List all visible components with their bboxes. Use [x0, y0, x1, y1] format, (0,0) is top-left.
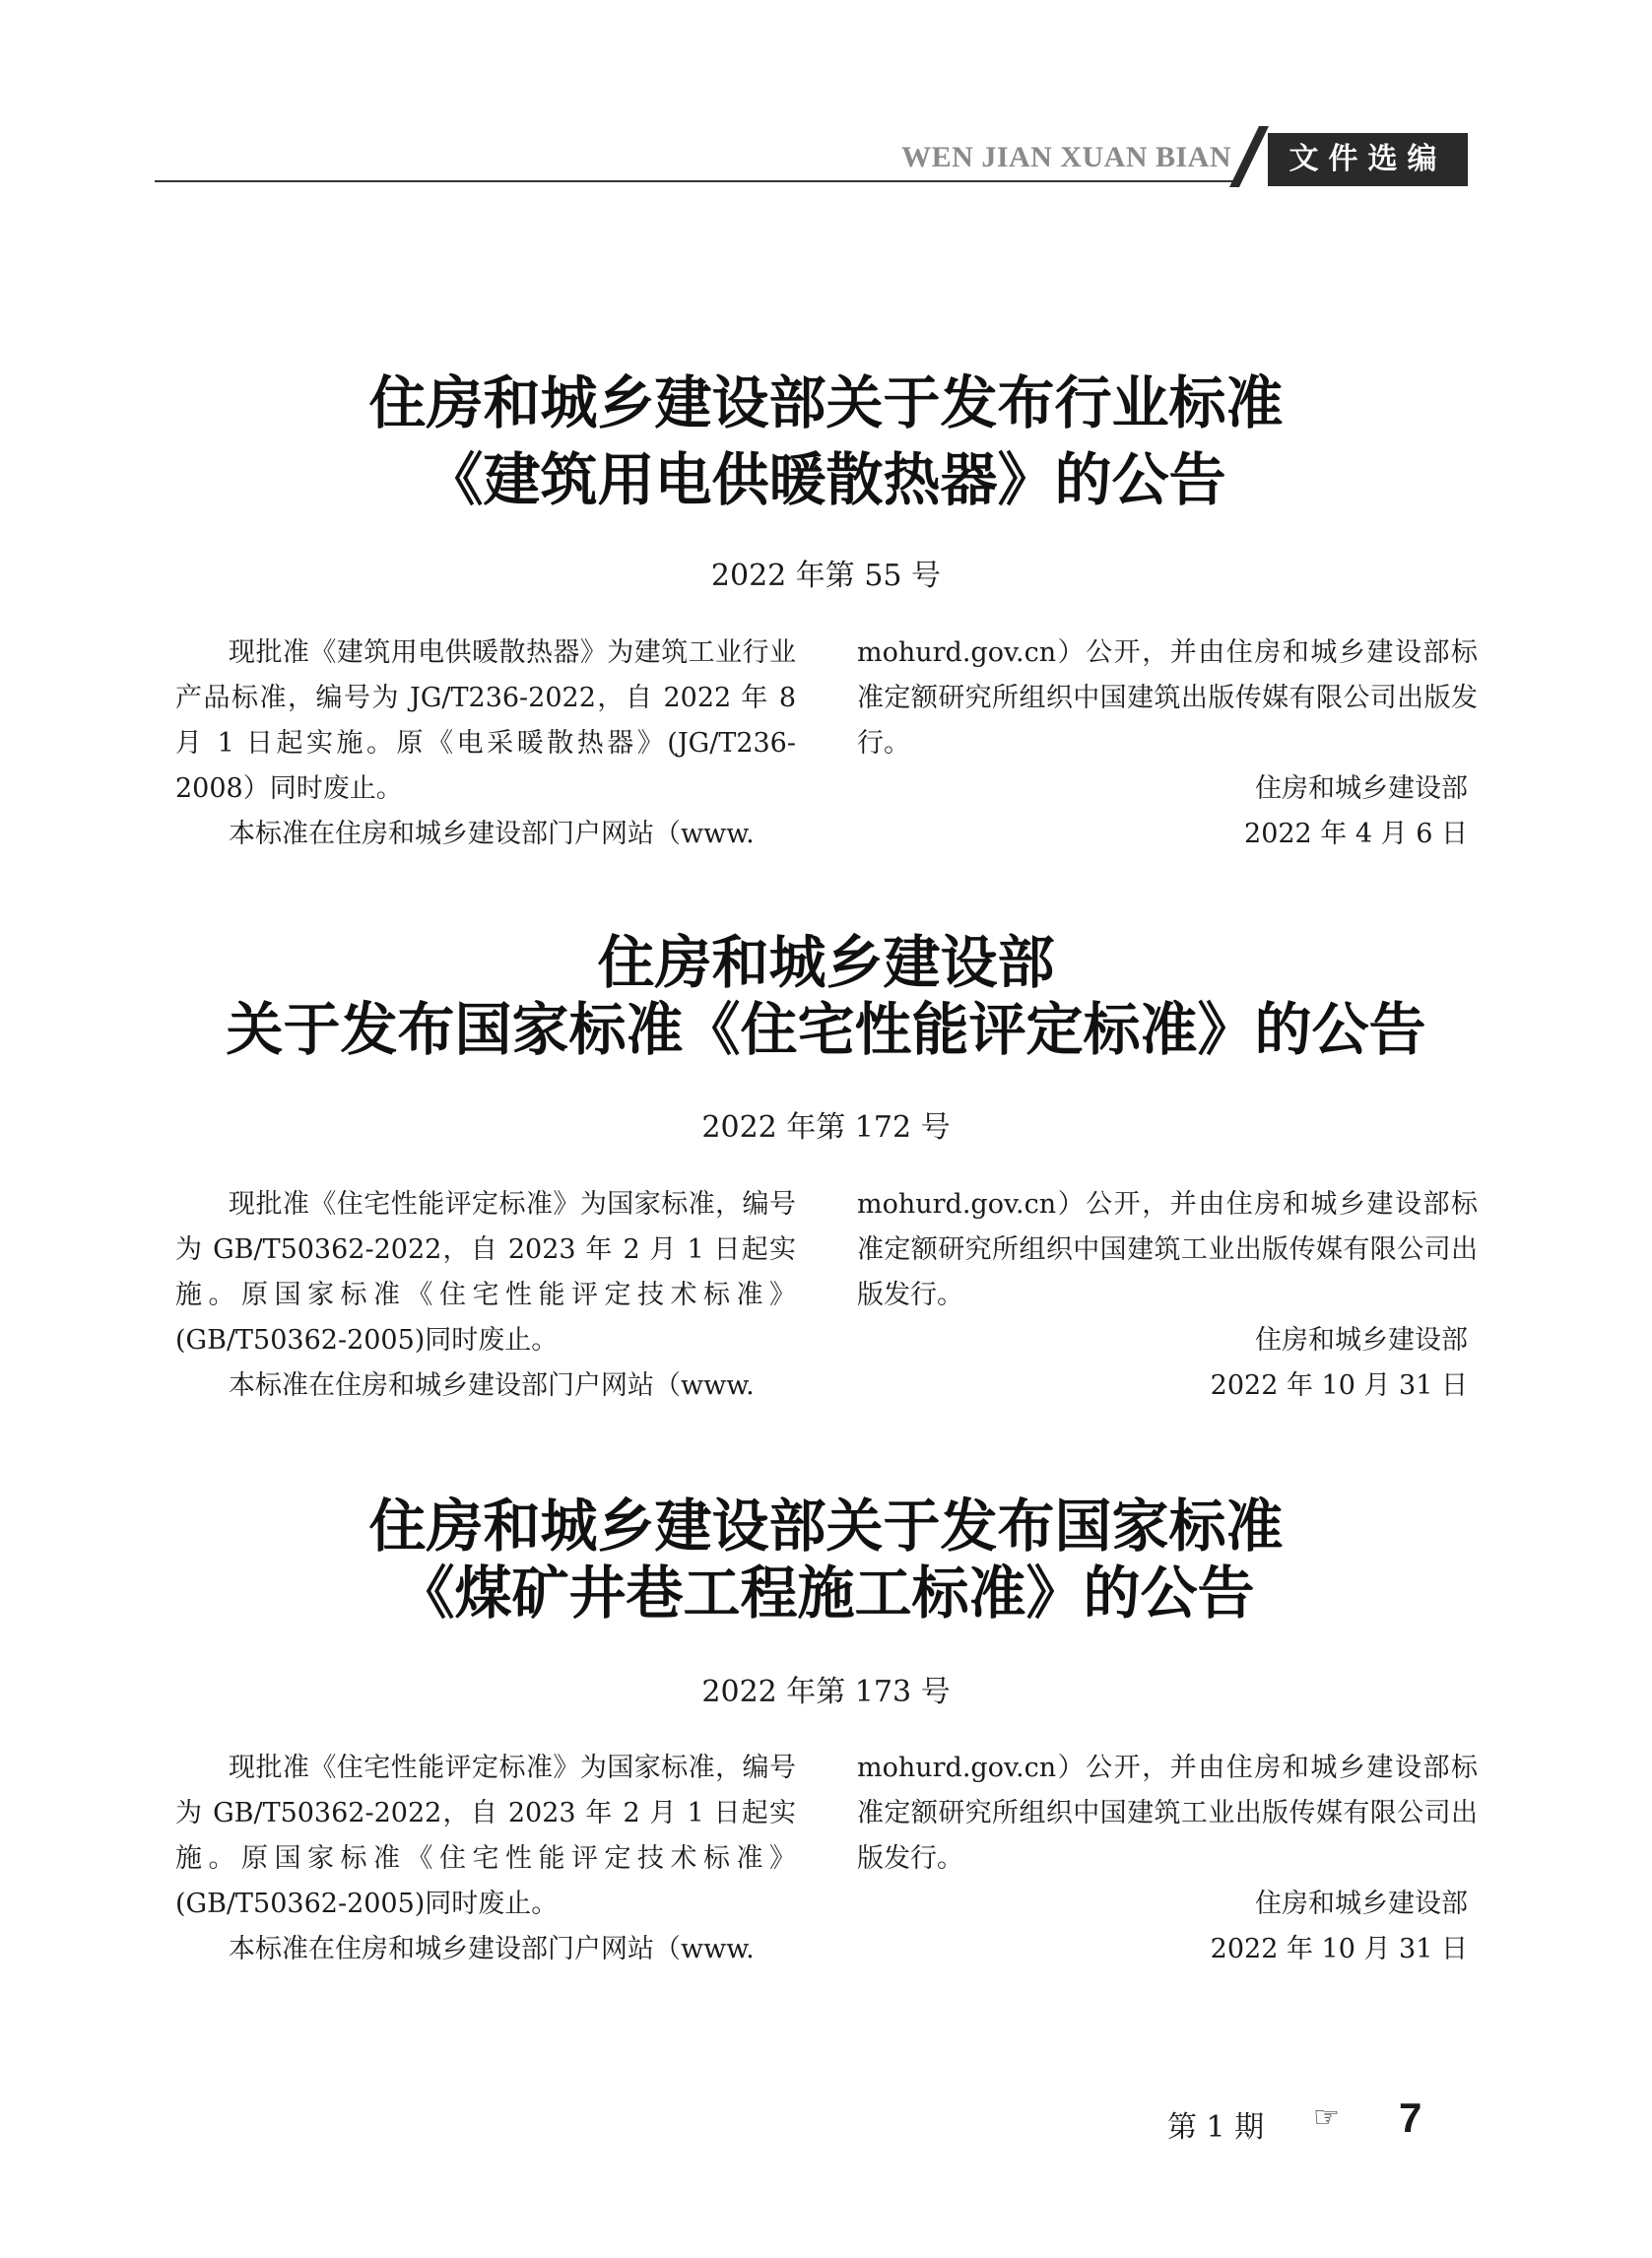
- article-title-line: 关于发布国家标准《住宅性能评定标准》的公告: [226, 996, 1426, 1063]
- issue-label: 第 1 期: [1167, 2110, 1265, 2145]
- right-column: [857, 1746, 1478, 1882]
- article-title-line: 《煤矿井巷工程施工标准》的公告: [397, 1560, 1255, 1627]
- article-title-line: 住房和城乡建设部关于发布行业标准: [368, 369, 1284, 436]
- body-paragraph: 现批准《住宅性能评定标准》为国家标准，编号为 GB/T50362-2022，自 2023 年 2 月 1 日起实施。原国家标准《住宅性能评定技术标准》(GB/T50362-2005)同时废止。: [175, 1189, 796, 1356]
- running-header: [0, 0, 1652, 197]
- body-paragraph: mohurd.gov.cn）公开，并由住房和城乡建设部标准定额研究所组织中国建筑工业出版传媒有限公司出版发行。: [857, 1189, 1478, 1310]
- announcement-number: 2022 年第 172 号: [701, 1110, 951, 1145]
- issue-date: 2022 年 10 月 31 日: [1210, 1934, 1468, 1964]
- article-title-line: 住房和城乡建设部: [597, 929, 1055, 996]
- page-number: 7: [1399, 2094, 1422, 2141]
- right-column: [857, 1182, 1478, 1318]
- body-paragraph: 现批准《建筑用电供暖散热器》为建筑工业行业产品标准，编号为 JG/T236-2022，自 2022 年 8 月 1 日起实施。原《电采暖散热器》(JG/T236-2008）同时废止。: [175, 637, 796, 804]
- announcement-number: 2022 年第 173 号: [701, 1675, 951, 1709]
- header-rule: [155, 180, 1241, 182]
- announcement-number: 2022 年第 55 号: [710, 559, 942, 593]
- body-paragraph: 本标准在住房和城乡建设部门户网站（www.: [229, 1934, 755, 1964]
- left-column: [175, 1746, 796, 1972]
- section-name-latin: WEN JIAN XUAN BIAN: [901, 141, 1231, 173]
- right-column: [857, 631, 1478, 766]
- signer: 住房和城乡建设部: [1255, 1325, 1468, 1356]
- issue-date: 2022 年 4 月 6 日: [1244, 819, 1468, 849]
- signer: 住房和城乡建设部: [1255, 773, 1468, 804]
- pointing-hand-icon: ☞: [1313, 2100, 1340, 2135]
- left-column: [175, 1182, 796, 1409]
- body-paragraph: mohurd.gov.cn）公开，并由住房和城乡建设部标准定额研究所组织中国建筑工业出版传媒有限公司出版发行。: [857, 1753, 1478, 1874]
- left-column: [175, 631, 796, 857]
- article-title-line: 《建筑用电供暖散热器》的公告: [426, 446, 1226, 513]
- issue-date: 2022 年 10 月 31 日: [1210, 1370, 1468, 1401]
- section-name-cn: 文件选编: [1268, 133, 1468, 186]
- article-title-line: 住房和城乡建设部关于发布国家标准: [368, 1493, 1284, 1560]
- page-footer: [1167, 2094, 1433, 2148]
- body-paragraph: mohurd.gov.cn）公开，并由住房和城乡建设部标准定额研究所组织中国建筑出版传媒有限公司出版发行。: [857, 637, 1478, 759]
- body-paragraph: 本标准在住房和城乡建设部门户网站（www.: [229, 819, 755, 849]
- body-paragraph: 本标准在住房和城乡建设部门户网站（www.: [229, 1370, 755, 1401]
- signer: 住房和城乡建设部: [1255, 1889, 1468, 1919]
- body-paragraph: 现批准《住宅性能评定标准》为国家标准，编号为 GB/T50362-2022，自 2023 年 2 月 1 日起实施。原国家标准《住宅性能评定技术标准》(GB/T50362-2005)同时废止。: [175, 1753, 796, 1919]
